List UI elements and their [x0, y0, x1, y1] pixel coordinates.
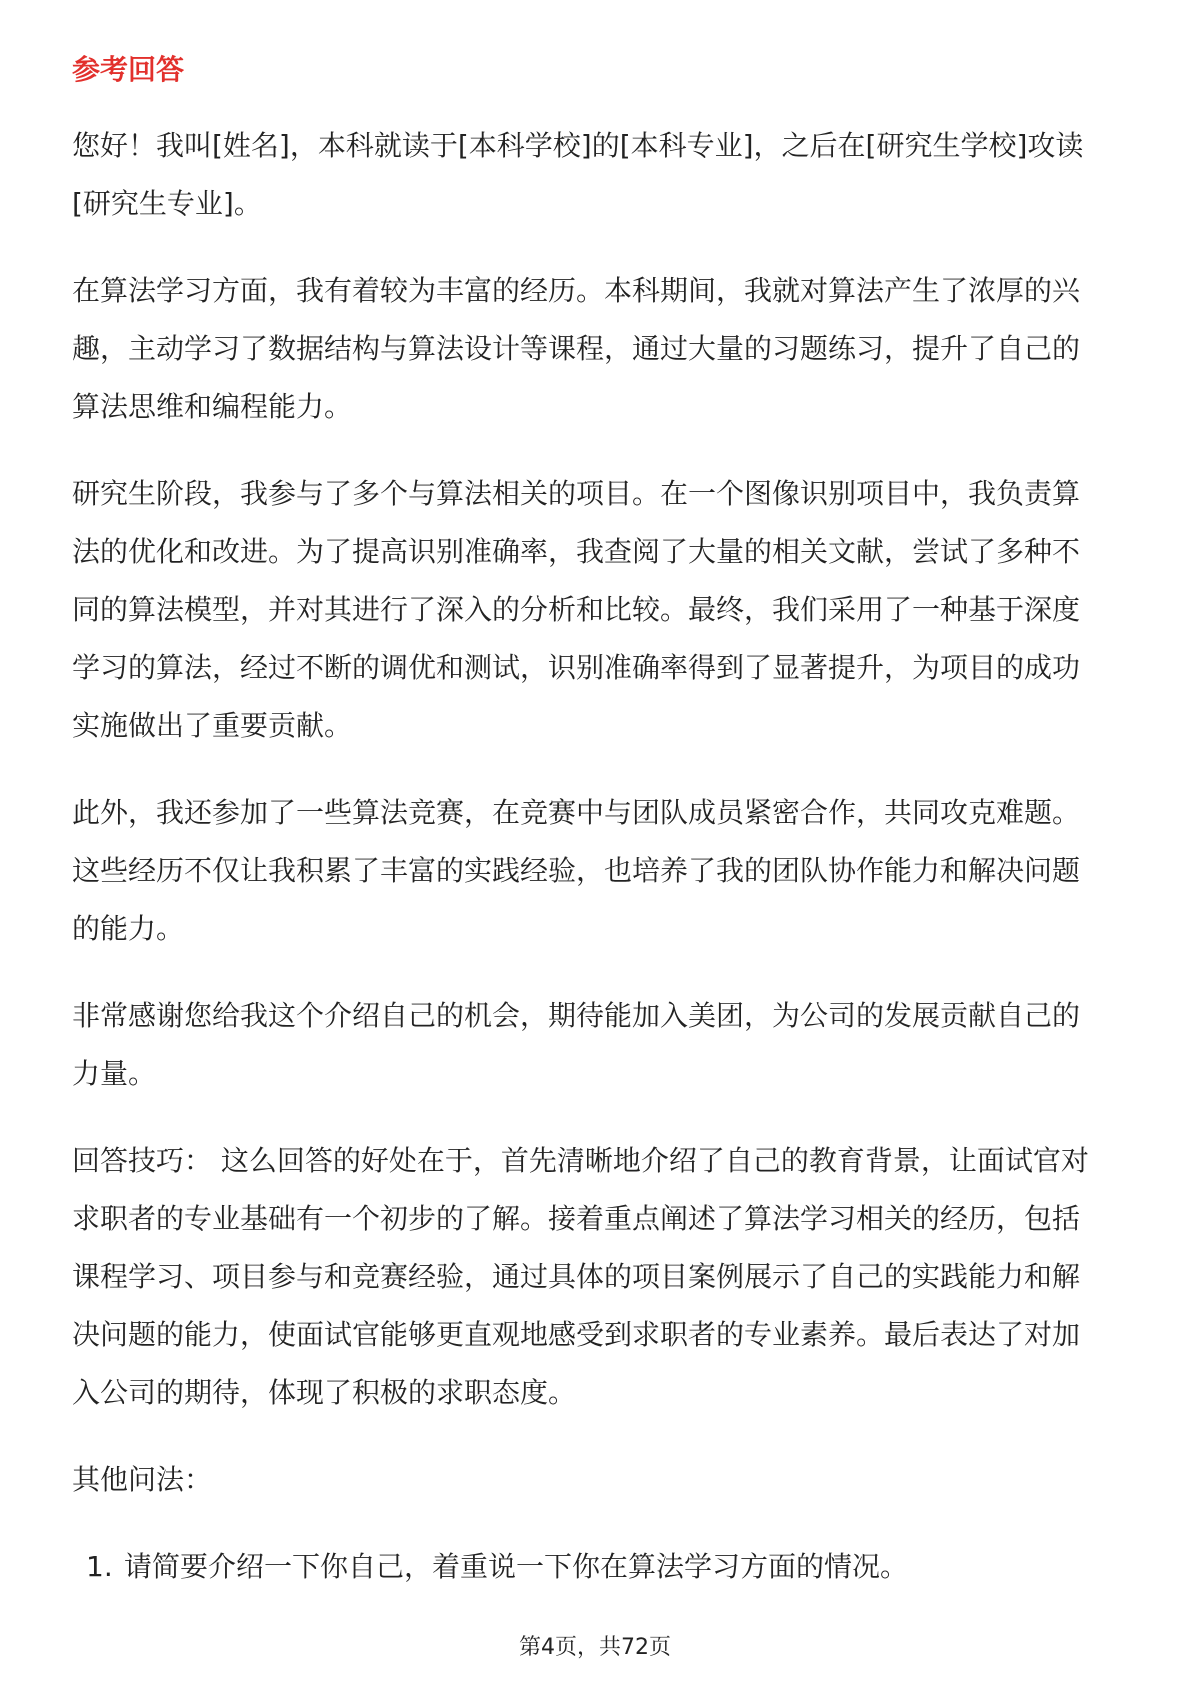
paragraph-line: [研究生专业]。: [72, 187, 262, 220]
other-questions-list: [72, 1538, 1122, 1596]
paragraph-line: 课程学习、项目参与和竞赛经验，通过具体的项目案例展示了自己的实践能力和解: [72, 1260, 1081, 1293]
paragraph-line: 的能力。: [72, 912, 185, 945]
paragraph-competitions: [72, 784, 1122, 958]
paragraph-line: 非常感谢您给我这个介绍自己的机会，期待能加入美团，为公司的发展贡献自己的: [72, 999, 1081, 1032]
paragraph-line: 这些经历不仅让我积累了丰富的实践经验，也培养了我的团队协作能力和解决问题: [72, 854, 1081, 887]
paragraph-line: 趣，主动学习了数据结构与算法设计等课程，通过大量的习题练习，提升了自己的: [72, 332, 1081, 365]
paragraph-answer-tips: [72, 1132, 1122, 1422]
page-footer: 第4页，共72页: [519, 1635, 671, 1660]
paragraph-line: 学习的算法，经过不断的调优和测试，识别准确率得到了显著提升，为项目的成功: [72, 651, 1081, 684]
paragraph-line: 入公司的期待，体现了积极的求职态度。: [72, 1376, 577, 1409]
paragraph-line: 您好！我叫[姓名]，本科就读于[本科学校]的[本科专业]，之后在[研究生学校]攻读: [72, 129, 1084, 162]
other-questions-label: [72, 1451, 1122, 1509]
paragraph-line: 其他问法：: [72, 1463, 213, 1496]
paragraph-closing: [72, 987, 1122, 1103]
paragraph-line: 在算法学习方面，我有着较为丰富的经历。本科期间，我就对算法产生了浓厚的兴: [72, 274, 1081, 307]
paragraph-line: 实施做出了重要贡献。: [72, 709, 353, 742]
document-content: [72, 41, 1122, 1596]
paragraph-line: 求职者的专业基础有一个初步的了解。接着重点阐述了算法学习相关的经历，包括: [72, 1202, 1081, 1235]
list-item-number: 1.: [86, 1550, 113, 1583]
paragraph-algorithm-study: [72, 262, 1122, 436]
paragraph-graduate-projects: [72, 465, 1122, 755]
paragraph-intro: [72, 117, 1122, 233]
paragraph-line: 法的优化和改进。为了提高识别准确率，我查阅了大量的相关文献，尝试了多种不: [72, 535, 1081, 568]
section-heading: 参考回答: [72, 53, 185, 86]
paragraph-line: 力量。: [72, 1057, 157, 1090]
paragraph-line: 研究生阶段，我参与了多个与算法相关的项目。在一个图像识别项目中，我负责算: [72, 477, 1081, 510]
list-item: [72, 1538, 1122, 1596]
paragraph-line: 决问题的能力，使面试官能够更直观地感受到求职者的专业素养。最后表达了对加: [72, 1318, 1081, 1351]
paragraph-line: 此外，我还参加了一些算法竞赛，在竞赛中与团队成员紧密合作，共同攻克难题。: [72, 796, 1081, 829]
paragraph-line: 回答技巧： 这么回答的好处在于，首先清晰地介绍了自己的教育背景，让面试官对: [72, 1144, 1089, 1177]
paragraph-line: 同的算法模型，并对其进行了深入的分析和比较。最终，我们采用了一种基于深度: [72, 593, 1081, 626]
list-item-text: 请简要介绍一下你自己，着重说一下你在算法学习方面的情况。: [124, 1550, 909, 1583]
paragraph-line: 算法思维和编程能力。: [72, 390, 353, 423]
